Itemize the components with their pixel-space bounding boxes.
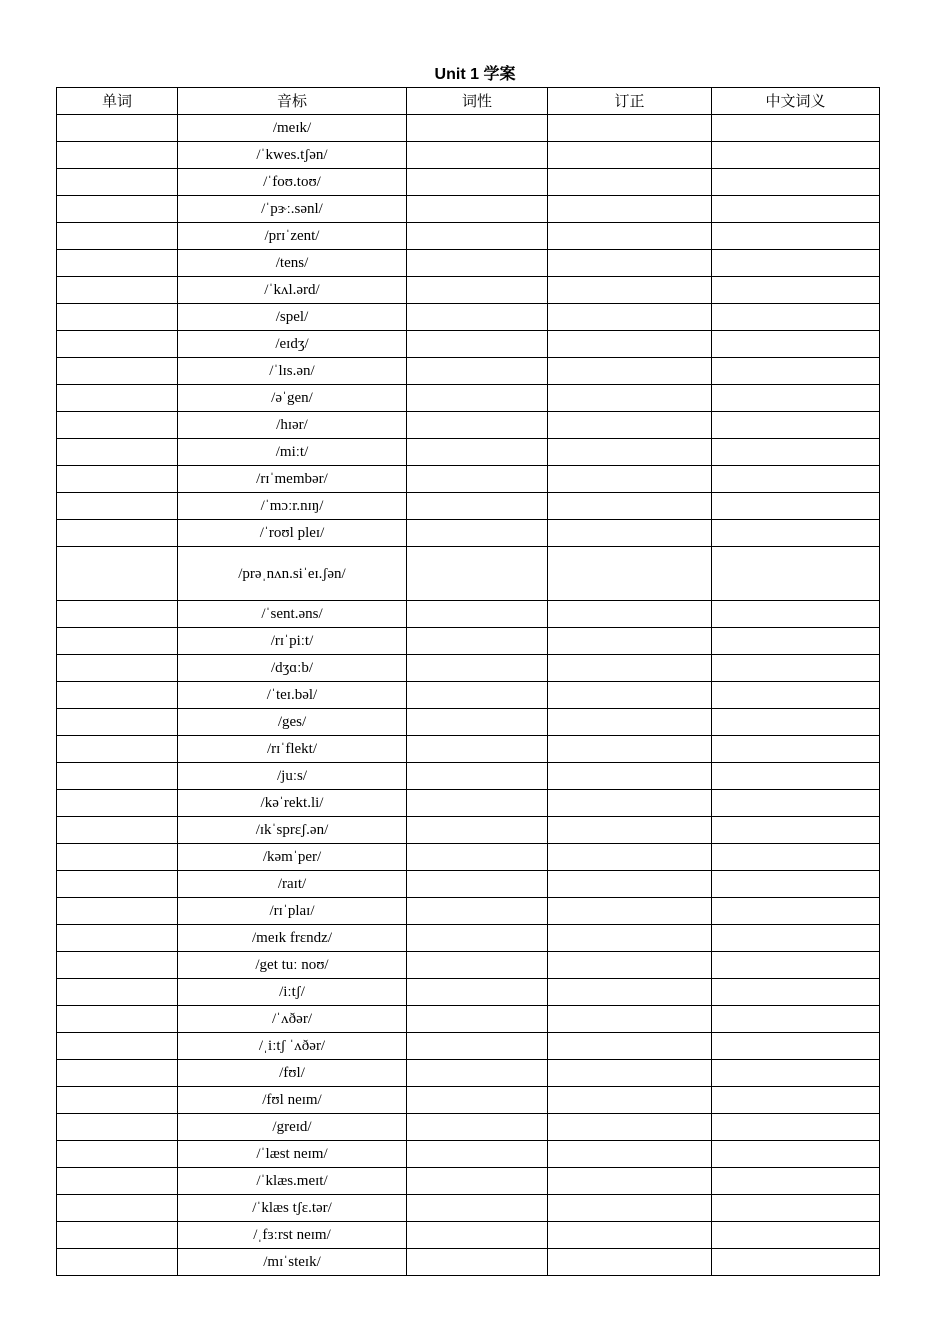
correction-cell[interactable] — [548, 493, 712, 520]
phonetic-cell: /rɪˈpiːt/ — [178, 628, 407, 655]
chinese-meaning-cell[interactable] — [712, 304, 880, 331]
part-of-speech-cell[interactable] — [407, 1249, 548, 1276]
chinese-meaning-cell[interactable] — [712, 844, 880, 871]
word-cell[interactable] — [57, 709, 178, 736]
chinese-meaning-cell[interactable] — [712, 925, 880, 952]
table-row — [57, 1195, 880, 1222]
table-row — [57, 952, 880, 979]
word-cell[interactable] — [57, 223, 178, 250]
part-of-speech-cell[interactable] — [407, 412, 548, 439]
word-cell[interactable] — [57, 925, 178, 952]
table-row — [57, 790, 880, 817]
part-of-speech-cell[interactable] — [407, 1195, 548, 1222]
part-of-speech-cell[interactable] — [407, 331, 548, 358]
word-cell[interactable] — [57, 1222, 178, 1249]
chinese-meaning-cell[interactable] — [712, 709, 880, 736]
correction-cell[interactable] — [548, 358, 712, 385]
table-row — [57, 250, 880, 277]
part-of-speech-cell[interactable] — [407, 844, 548, 871]
chinese-meaning-cell[interactable] — [712, 142, 880, 169]
chinese-meaning-cell[interactable] — [712, 1141, 880, 1168]
phonetic-cell: /ˈroʊl pleɪ/ — [178, 520, 407, 547]
part-of-speech-cell[interactable] — [407, 385, 548, 412]
chinese-meaning-cell[interactable] — [712, 358, 880, 385]
word-cell[interactable] — [57, 898, 178, 925]
phonetic-cell: /ˌiːtʃ ˈʌðər/ — [178, 1033, 407, 1060]
chinese-meaning-cell[interactable] — [712, 1249, 880, 1276]
word-cell[interactable] — [57, 115, 178, 142]
correction-cell[interactable] — [548, 115, 712, 142]
table-row — [57, 493, 880, 520]
chinese-meaning-cell[interactable] — [712, 412, 880, 439]
table-row — [57, 736, 880, 763]
part-of-speech-cell[interactable] — [407, 1141, 548, 1168]
phonetic-cell: /ˈfoʊ.toʊ/ — [178, 169, 407, 196]
part-of-speech-cell[interactable] — [407, 142, 548, 169]
phonetic-cell: /kəmˈper/ — [178, 844, 407, 871]
phonetic-cell: /kəˈrekt.li/ — [178, 790, 407, 817]
word-cell[interactable] — [57, 1114, 178, 1141]
part-of-speech-cell[interactable] — [407, 736, 548, 763]
correction-cell[interactable] — [548, 1168, 712, 1195]
part-of-speech-cell[interactable] — [407, 790, 548, 817]
word-cell[interactable] — [57, 1141, 178, 1168]
correction-cell[interactable] — [548, 223, 712, 250]
chinese-meaning-cell[interactable] — [712, 277, 880, 304]
phonetic-cell: /ˈkwes.tʃən/ — [178, 142, 407, 169]
word-cell[interactable] — [57, 817, 178, 844]
correction-cell[interactable] — [548, 1114, 712, 1141]
part-of-speech-cell[interactable] — [407, 898, 548, 925]
part-of-speech-cell[interactable] — [407, 439, 548, 466]
chinese-meaning-cell[interactable] — [712, 736, 880, 763]
page-title: Unit 1 学案 — [434, 66, 516, 83]
chinese-meaning-cell[interactable] — [712, 520, 880, 547]
part-of-speech-cell[interactable] — [407, 1168, 548, 1195]
chinese-meaning-cell[interactable] — [712, 790, 880, 817]
phonetic-cell: /ˈteɪ.bəl/ — [178, 682, 407, 709]
phonetic-cell: /ɪkˈsprɛʃ.ən/ — [178, 817, 407, 844]
part-of-speech-cell[interactable] — [407, 1222, 548, 1249]
phonetic-cell: /ˈklæs tʃɛ.tər/ — [178, 1195, 407, 1222]
table-row — [57, 358, 880, 385]
chinese-meaning-cell[interactable] — [712, 331, 880, 358]
word-cell[interactable] — [57, 520, 178, 547]
correction-cell[interactable] — [548, 169, 712, 196]
word-cell[interactable] — [57, 331, 178, 358]
word-cell[interactable] — [57, 466, 178, 493]
word-cell[interactable] — [57, 250, 178, 277]
phonetic-cell: /ˈklæs.meɪt/ — [178, 1168, 407, 1195]
part-of-speech-cell[interactable] — [407, 304, 548, 331]
table-row — [57, 385, 880, 412]
chinese-meaning-cell[interactable] — [712, 439, 880, 466]
chinese-meaning-cell[interactable] — [712, 1033, 880, 1060]
phonetic-cell: /fʊl neɪm/ — [178, 1087, 407, 1114]
correction-cell[interactable] — [548, 1087, 712, 1114]
correction-cell[interactable] — [548, 952, 712, 979]
word-cell[interactable] — [57, 277, 178, 304]
word-cell[interactable] — [57, 358, 178, 385]
chinese-meaning-cell[interactable] — [712, 655, 880, 682]
part-of-speech-cell[interactable] — [407, 493, 548, 520]
word-cell[interactable] — [57, 547, 178, 601]
phonetic-cell: /spel/ — [178, 304, 407, 331]
correction-cell[interactable] — [548, 1141, 712, 1168]
phonetic-cell: /prəˌnʌn.siˈeɪ.ʃən/ — [178, 547, 407, 601]
correction-cell[interactable] — [548, 196, 712, 223]
correction-cell[interactable] — [548, 736, 712, 763]
word-cell[interactable] — [57, 844, 178, 871]
part-of-speech-cell[interactable] — [407, 250, 548, 277]
correction-cell[interactable] — [548, 277, 712, 304]
header-word: 单词 — [57, 88, 178, 115]
chinese-meaning-cell[interactable] — [712, 115, 880, 142]
part-of-speech-cell[interactable] — [407, 277, 548, 304]
correction-cell[interactable] — [548, 466, 712, 493]
phonetic-cell: /get tuː noʊ/ — [178, 952, 407, 979]
table-header-row — [57, 88, 880, 115]
chinese-meaning-cell[interactable] — [712, 628, 880, 655]
table-row — [57, 1222, 880, 1249]
chinese-meaning-cell[interactable] — [712, 898, 880, 925]
correction-cell[interactable] — [548, 331, 712, 358]
table-row — [57, 925, 880, 952]
word-cell[interactable] — [57, 1168, 178, 1195]
word-cell[interactable] — [57, 628, 178, 655]
correction-cell[interactable] — [548, 763, 712, 790]
table-row — [57, 412, 880, 439]
chinese-meaning-cell[interactable] — [712, 385, 880, 412]
table-row — [57, 142, 880, 169]
table-row — [57, 844, 880, 871]
chinese-meaning-cell[interactable] — [712, 952, 880, 979]
phonetic-cell: /ˈkʌl.ərd/ — [178, 277, 407, 304]
chinese-meaning-cell[interactable] — [712, 1114, 880, 1141]
part-of-speech-cell[interactable] — [407, 925, 548, 952]
word-cell[interactable] — [57, 871, 178, 898]
table-row — [57, 709, 880, 736]
correction-cell[interactable] — [548, 682, 712, 709]
chinese-meaning-cell[interactable] — [712, 763, 880, 790]
part-of-speech-cell[interactable] — [407, 979, 548, 1006]
phonetic-cell: /meɪk/ — [178, 115, 407, 142]
header-phonetic: 音标 — [178, 88, 407, 115]
word-cell[interactable] — [57, 304, 178, 331]
chinese-meaning-cell[interactable] — [712, 1060, 880, 1087]
part-of-speech-cell[interactable] — [407, 1060, 548, 1087]
correction-cell[interactable] — [548, 601, 712, 628]
chinese-meaning-cell[interactable] — [712, 1168, 880, 1195]
chinese-meaning-cell[interactable] — [712, 169, 880, 196]
part-of-speech-cell[interactable] — [407, 169, 548, 196]
part-of-speech-cell[interactable] — [407, 115, 548, 142]
header-chinese-meaning: 中文词义 — [712, 88, 880, 115]
chinese-meaning-cell[interactable] — [712, 817, 880, 844]
part-of-speech-cell[interactable] — [407, 601, 548, 628]
table-row — [57, 898, 880, 925]
chinese-meaning-cell[interactable] — [712, 979, 880, 1006]
part-of-speech-cell[interactable] — [407, 655, 548, 682]
table-row — [57, 439, 880, 466]
phonetic-cell: /iːtʃ/ — [178, 979, 407, 1006]
phonetic-cell: /rɪˈplaɪ/ — [178, 898, 407, 925]
chinese-meaning-cell[interactable] — [712, 493, 880, 520]
correction-cell[interactable] — [548, 871, 712, 898]
phonetic-cell: /ges/ — [178, 709, 407, 736]
phonetic-cell: /ˈlæst neɪm/ — [178, 1141, 407, 1168]
table-row — [57, 466, 880, 493]
table-row — [57, 628, 880, 655]
header-correction: 订正 — [548, 88, 712, 115]
word-cell[interactable] — [57, 412, 178, 439]
table-row — [57, 169, 880, 196]
chinese-meaning-cell[interactable] — [712, 196, 880, 223]
word-cell[interactable] — [57, 790, 178, 817]
chinese-meaning-cell[interactable] — [712, 1006, 880, 1033]
table-row — [57, 763, 880, 790]
table-row — [57, 304, 880, 331]
part-of-speech-cell[interactable] — [407, 547, 548, 601]
part-of-speech-cell[interactable] — [407, 520, 548, 547]
part-of-speech-cell[interactable] — [407, 952, 548, 979]
word-cell[interactable] — [57, 493, 178, 520]
table-row — [57, 1114, 880, 1141]
word-cell[interactable] — [57, 169, 178, 196]
correction-cell[interactable] — [548, 1006, 712, 1033]
word-cell[interactable] — [57, 142, 178, 169]
correction-cell[interactable] — [548, 142, 712, 169]
correction-cell[interactable] — [548, 385, 712, 412]
table-row — [57, 1168, 880, 1195]
word-cell[interactable] — [57, 196, 178, 223]
table-row — [57, 979, 880, 1006]
phonetic-cell: /ˈpɝː.sənl/ — [178, 196, 407, 223]
correction-cell[interactable] — [548, 817, 712, 844]
phonetic-cell: /ˈlɪs.ən/ — [178, 358, 407, 385]
table-row — [57, 1060, 880, 1087]
chinese-meaning-cell[interactable] — [712, 250, 880, 277]
phonetic-cell: /meɪk frɛndz/ — [178, 925, 407, 952]
phonetic-cell: /greɪd/ — [178, 1114, 407, 1141]
phonetic-cell: /əˈgen/ — [178, 385, 407, 412]
phonetic-cell: /fʊl/ — [178, 1060, 407, 1087]
word-cell[interactable] — [57, 1033, 178, 1060]
correction-cell[interactable] — [548, 304, 712, 331]
chinese-meaning-cell[interactable] — [712, 682, 880, 709]
chinese-meaning-cell[interactable] — [712, 466, 880, 493]
table-row — [57, 1006, 880, 1033]
correction-cell[interactable] — [548, 925, 712, 952]
phonetic-cell: /rɪˈflekt/ — [178, 736, 407, 763]
table-row — [57, 277, 880, 304]
table-row — [57, 1033, 880, 1060]
word-cell[interactable] — [57, 952, 178, 979]
correction-cell[interactable] — [548, 898, 712, 925]
table-row — [57, 331, 880, 358]
correction-cell[interactable] — [548, 1249, 712, 1276]
word-cell[interactable] — [57, 979, 178, 1006]
word-cell[interactable] — [57, 601, 178, 628]
table-row — [57, 1087, 880, 1114]
correction-cell[interactable] — [548, 709, 712, 736]
chinese-meaning-cell[interactable] — [712, 1222, 880, 1249]
phonetic-cell: /miːt/ — [178, 439, 407, 466]
chinese-meaning-cell[interactable] — [712, 601, 880, 628]
word-cell[interactable] — [57, 439, 178, 466]
phonetic-cell: /eɪdʒ/ — [178, 331, 407, 358]
word-cell[interactable] — [57, 763, 178, 790]
part-of-speech-cell[interactable] — [407, 1006, 548, 1033]
part-of-speech-cell[interactable] — [407, 817, 548, 844]
table-body — [57, 115, 880, 1276]
correction-cell[interactable] — [548, 979, 712, 1006]
vocabulary-table — [56, 87, 880, 1276]
correction-cell[interactable] — [548, 250, 712, 277]
correction-cell[interactable] — [548, 1060, 712, 1087]
word-cell[interactable] — [57, 736, 178, 763]
correction-cell[interactable] — [548, 412, 712, 439]
word-cell[interactable] — [57, 1195, 178, 1222]
word-cell[interactable] — [57, 682, 178, 709]
phonetic-cell: /ˈʌðər/ — [178, 1006, 407, 1033]
part-of-speech-cell[interactable] — [407, 358, 548, 385]
word-cell[interactable] — [57, 1060, 178, 1087]
table-row — [57, 1141, 880, 1168]
correction-cell[interactable] — [548, 844, 712, 871]
part-of-speech-cell[interactable] — [407, 1087, 548, 1114]
word-cell[interactable] — [57, 1087, 178, 1114]
correction-cell[interactable] — [548, 1195, 712, 1222]
table-row — [57, 520, 880, 547]
phonetic-cell: /ˌfɜːrst neɪm/ — [178, 1222, 407, 1249]
table-row — [57, 196, 880, 223]
phonetic-cell: /rɪˈmembər/ — [178, 466, 407, 493]
correction-cell[interactable] — [548, 547, 712, 601]
table-row — [57, 547, 880, 601]
part-of-speech-cell[interactable] — [407, 196, 548, 223]
word-cell[interactable] — [57, 385, 178, 412]
chinese-meaning-cell[interactable] — [712, 1195, 880, 1222]
word-cell[interactable] — [57, 1249, 178, 1276]
phonetic-cell: /raɪt/ — [178, 871, 407, 898]
phonetic-cell: /mɪˈsteɪk/ — [178, 1249, 407, 1276]
table-row — [57, 115, 880, 142]
correction-cell[interactable] — [548, 520, 712, 547]
header-part-of-speech: 词性 — [407, 88, 548, 115]
part-of-speech-cell[interactable] — [407, 682, 548, 709]
table-row — [57, 1249, 880, 1276]
phonetic-cell: /ˈsent.əns/ — [178, 601, 407, 628]
table-row — [57, 817, 880, 844]
correction-cell[interactable] — [548, 1033, 712, 1060]
part-of-speech-cell[interactable] — [407, 223, 548, 250]
part-of-speech-cell[interactable] — [407, 466, 548, 493]
part-of-speech-cell[interactable] — [407, 1114, 548, 1141]
word-cell[interactable] — [57, 655, 178, 682]
table-row — [57, 655, 880, 682]
part-of-speech-cell[interactable] — [407, 1033, 548, 1060]
chinese-meaning-cell[interactable] — [712, 223, 880, 250]
correction-cell[interactable] — [548, 1222, 712, 1249]
phonetic-cell: /juːs/ — [178, 763, 407, 790]
part-of-speech-cell[interactable] — [407, 709, 548, 736]
table-row — [57, 601, 880, 628]
phonetic-cell: /prɪˈzent/ — [178, 223, 407, 250]
part-of-speech-cell[interactable] — [407, 628, 548, 655]
phonetic-cell: /ˈmɔːr.nɪŋ/ — [178, 493, 407, 520]
correction-cell[interactable] — [548, 790, 712, 817]
table-row — [57, 682, 880, 709]
part-of-speech-cell[interactable] — [407, 763, 548, 790]
chinese-meaning-cell[interactable] — [712, 1087, 880, 1114]
phonetic-cell: /tens/ — [178, 250, 407, 277]
chinese-meaning-cell[interactable] — [712, 871, 880, 898]
table-row — [57, 223, 880, 250]
word-cell[interactable] — [57, 1006, 178, 1033]
table-row — [57, 871, 880, 898]
correction-cell[interactable] — [548, 439, 712, 466]
phonetic-cell: /dʒɑːb/ — [178, 655, 407, 682]
phonetic-cell: /hɪər/ — [178, 412, 407, 439]
correction-cell[interactable] — [548, 628, 712, 655]
correction-cell[interactable] — [548, 655, 712, 682]
chinese-meaning-cell[interactable] — [712, 547, 880, 601]
part-of-speech-cell[interactable] — [407, 871, 548, 898]
